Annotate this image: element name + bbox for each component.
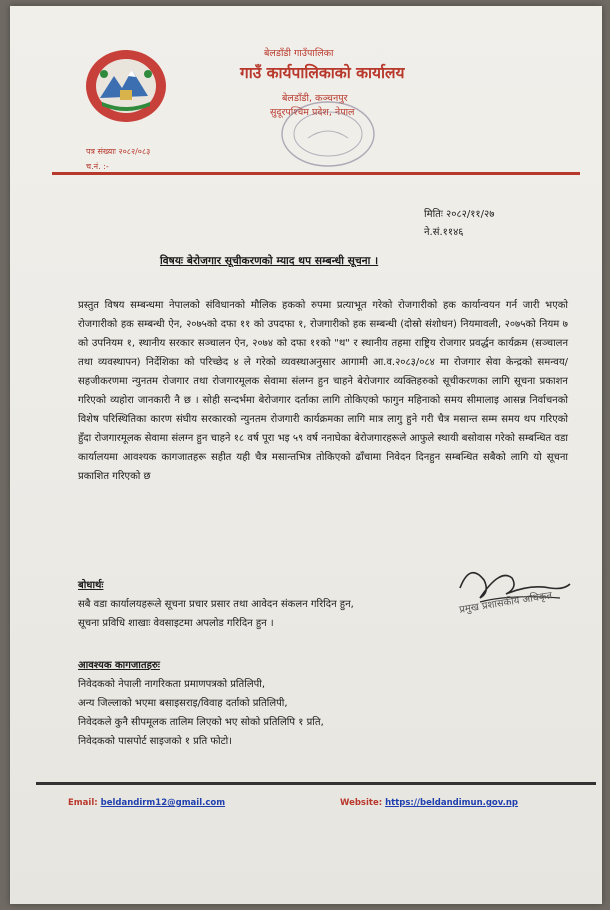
documents-heading: आवश्यक कागजातहरुः bbox=[78, 660, 160, 671]
bodhartha-line: सूचना प्रविधि शाखाः वेवसाइटमा अपलोड गरिदिन हुन । bbox=[78, 618, 274, 629]
date-block bbox=[424, 206, 494, 242]
office-seal-stamp bbox=[278, 98, 378, 170]
nepal-sambat-date: ने.सं.११४६ bbox=[424, 227, 464, 238]
reference-block bbox=[86, 144, 150, 174]
footer-email bbox=[68, 798, 225, 808]
office-location: बेलडाँडी, कञ्चनपुर bbox=[282, 93, 348, 104]
letter-reference-number: पत्र संख्याः २०८२/०८३ bbox=[86, 147, 151, 156]
notice-body: प्रस्तुत विषय सम्बन्धमा नेपालको संविधानको मौलिक हकको रुपमा प्रत्याभूत गरेको रोजगारीको हक कार्यान्वयन गर्न जारी भएको रोजगारीको हक सम्बन्धी ऐन, २०७५को दफा ११ को उपदफा १, रोजगारीको हक सम्बन्धी (दोस्रो संशोधन) नियमावली, २०७५को नियम ७ को उपनियम १, स्थानीय सरकार सञ्चालन ऐन, २०७४ को दफा ११को "थ" र स्थानीय तहमा राष्ट्रिय रोजगार प्रवर्द्धन कार्यक्रम (सञ्चालन तथा व्यवस्थापन) निर्देशिका को परिच्छेद ४ ले गरेको व्यवस्थाअनुसार आगामी आ.व.२०८३/०८४ मा रोजगार सेवा केन्द्रको समन्वय/सहजीकरणमा न्युनतम रोजगार तथा रोजगारमूलक सेवामा संलग्न हुन चाहने बेरोजगार व्यक्तिहरुको सूचीकरणका लागि सूचना प्रकाशन गरिएको व्यहोरा जानकारी नै छ । सोही सन्दर्भमा बेरोजगार दर्ताका लागि तोकिएको फागुन महिनाको समय सीमालाइ आसन्न निर्वाचनको विशेष परिस्थितिका कारण संघीय सरकारको न्युनतम रोजगारी कार्यक्रमका लागि मात्र लागु हुने गरी चैत्र मसान्त सम्म समय थप गरिएको हुँदा रोजगारमूलक सेवामा संलग्न हुन चाहने १८ वर्ष पूरा भइ ५९ वर्ष ननाघेका बेरोजगारहरूले आफुले स्थायी बसोवास गरेको सम्बन्धित वडा कार्यालयमा आवश्यक कागजातहरू सहीत यही चैत्र मसान्तभित्र तोकिएको ढाँचामा निवेदन दिनहुन सम्बन्धित सबैको लागि यो सूचना प्रकाशित गरिएको छ bbox=[78, 300, 568, 482]
signatory-title: प्रमुख प्रशासकीय अधिकृत bbox=[458, 590, 553, 616]
dispatch-number: च.नं. :- bbox=[86, 162, 109, 171]
email-label: Email: bbox=[68, 798, 98, 808]
municipality-name: बेलडाँडी गाउँपालिका bbox=[264, 48, 334, 59]
nepal-emblem-logo bbox=[82, 46, 170, 126]
bodhartha-heading: बोधार्थः bbox=[78, 580, 104, 591]
required-documents-section bbox=[78, 656, 324, 751]
document-item: अन्य जिल्लाको भएमा बसाइसराइ/विवाह दर्ताको प्रतिलिपी, bbox=[78, 698, 288, 709]
footer-website bbox=[340, 798, 518, 808]
letter-date: मितिः २०८२/११/२७ bbox=[424, 209, 495, 220]
website-label: Website: bbox=[340, 798, 383, 808]
email-link[interactable]: beldandirm12@gmail.com bbox=[100, 798, 226, 808]
letter-subject: विषयः बेरोजगार सूचीकरणको म्याद थप सम्बन्धी सूचना । bbox=[160, 255, 379, 267]
header-divider bbox=[52, 172, 580, 175]
bodhartha-section bbox=[78, 576, 354, 633]
office-name: गाउँ कार्यपालिकाको कार्यालय bbox=[240, 64, 405, 82]
website-link[interactable]: https://beldandimun.gov.np bbox=[385, 798, 518, 808]
document-item: निवेदकले कुनै सीपमूलक तालिम लिएको भए सोको प्रतिलिपि १ प्रति, bbox=[78, 717, 324, 728]
document-item: निवेदकको नेपाली नागरिकता प्रमाणपत्रको प्रतिलिपी, bbox=[78, 679, 266, 690]
footer-divider bbox=[36, 782, 596, 785]
document-item: निवेदकको पासपोर्ट साइजको १ प्रति फोटो। bbox=[78, 736, 233, 747]
province-country: सुदूरपश्चिम प्रदेश, नेपाल bbox=[270, 107, 355, 118]
letter-page bbox=[10, 6, 602, 904]
bodhartha-line: सबै वडा कार्यालयहरूले सूचना प्रचार प्रसार तथा आवेदन संकलन गरिदिन हुन, bbox=[78, 599, 354, 610]
